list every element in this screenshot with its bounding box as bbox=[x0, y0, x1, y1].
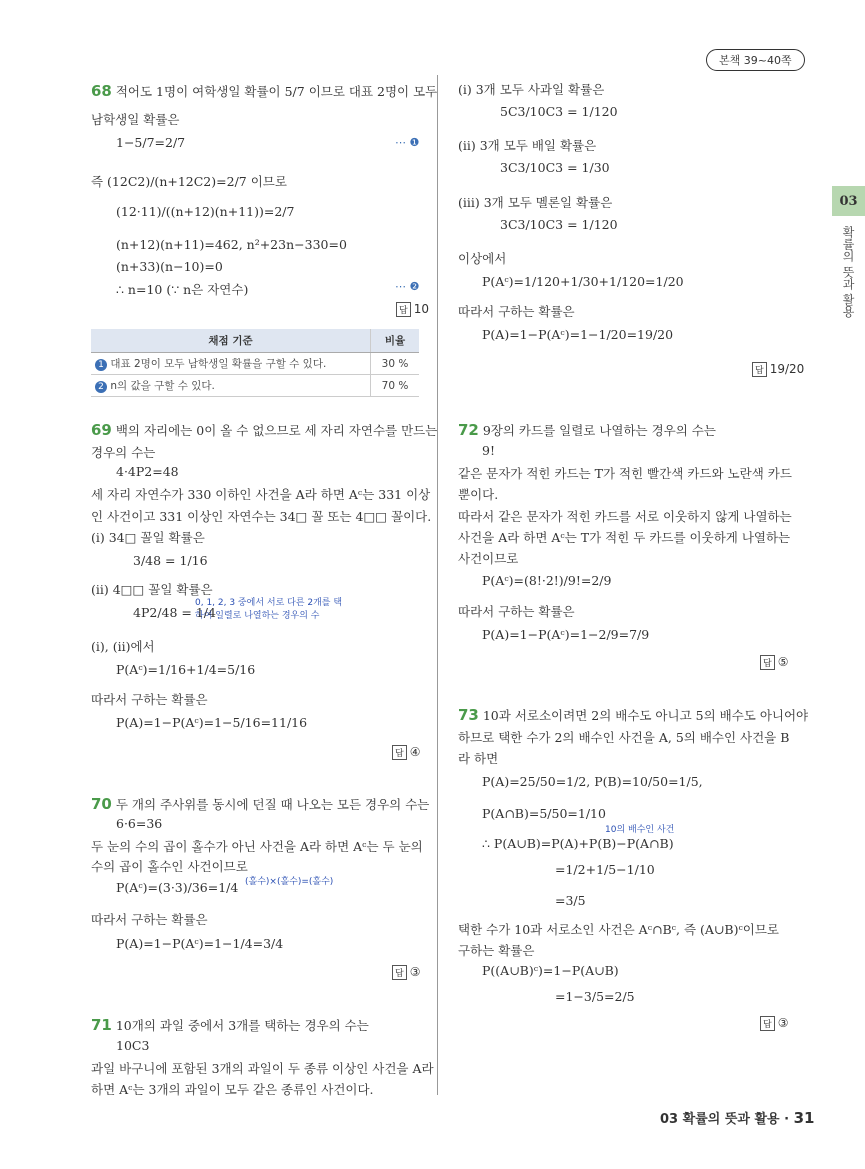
page-range-badge: 본책 39~40쪽 bbox=[706, 49, 805, 71]
text-line: (ii) 4□□ 꼴일 확률은 bbox=[91, 582, 213, 597]
equation: (n+12)(n+11)=462, n²+23n−330=0 bbox=[116, 237, 347, 252]
text-line: 10개의 과일 중에서 3개를 택하는 경우의 수는 bbox=[115, 1018, 369, 1033]
text-line: 수의 곱이 홀수인 사건이므로 bbox=[91, 859, 248, 874]
text-line: 과일 바구니에 포함된 3개의 과일이 두 종류 이상인 사건을 A라 bbox=[91, 1061, 434, 1076]
text-line: (ii) 3개 모두 배일 확률은 bbox=[458, 138, 597, 153]
text-line: 10과 서로소이려면 2의 배수도 아니고 5의 배수도 아니어야 bbox=[482, 708, 809, 723]
text-line: 두 개의 주사위를 동시에 던질 때 나오는 모든 경우의 수는 bbox=[115, 797, 430, 812]
equation: ∴ n=10 (∵ n은 자연수) bbox=[116, 282, 249, 297]
text-line: (i) 3개 모두 사과일 확률은 bbox=[458, 82, 605, 97]
equation: P(Aᶜ)=1/16+1/4=5/16 bbox=[116, 662, 256, 677]
equation: 3C3/10C3 = 1/120 bbox=[500, 217, 618, 232]
problem-68 bbox=[91, 82, 437, 100]
annotation-note: 0, 1, 2, 3 중에서 서로 다른 2개를 택하여 일렬로 나열하는 경우의 수 bbox=[195, 598, 343, 621]
equation: P(A∩B)=5/50=1/10 bbox=[482, 806, 606, 821]
grading-criteria-table bbox=[91, 329, 419, 397]
equation: =1−3/5=2/5 bbox=[555, 989, 635, 1004]
answer-value: 10 bbox=[413, 302, 429, 316]
equation: P(A)=1−P(Aᶜ)=1−1/4=3/4 bbox=[116, 936, 284, 951]
equation: 4·4P2=48 bbox=[116, 464, 179, 479]
text-line: 경우의 수는 bbox=[91, 445, 156, 460]
problem-number: 69 bbox=[91, 421, 112, 439]
text-line: (iii) 3개 모두 멜론일 확률은 bbox=[458, 195, 613, 210]
answer-mark: 답 bbox=[392, 745, 407, 760]
equation: P(A)=1−P(Aᶜ)=1−5/16=11/16 bbox=[116, 715, 308, 730]
text-line: 세 자리 자연수가 330 이하인 사건을 A라 하면 Aᶜ는 331 이상 bbox=[91, 487, 431, 502]
text-line: 같은 문자가 적힌 카드는 T가 적힌 빨간색 카드와 노란색 카드 bbox=[458, 466, 792, 481]
answer-mark: 답 bbox=[396, 302, 411, 317]
step-circle: 2 bbox=[95, 381, 107, 393]
equation: 6·6=36 bbox=[116, 816, 163, 831]
equation: P(Aᶜ)=1/120+1/30+1/120=1/20 bbox=[482, 274, 684, 289]
text-line: 사건을 A라 하면 Aᶜ는 T가 적힌 두 카드를 이웃하게 나열하는 bbox=[458, 530, 791, 545]
text-line: 따라서 같은 문자가 적힌 카드를 서로 이웃하지 않게 나열하는 bbox=[458, 509, 792, 524]
answer-mark: 답 bbox=[752, 362, 767, 377]
criteria-text: n의 값을 구할 수 있다. bbox=[110, 380, 215, 392]
equation: 1−5/7=2/7 bbox=[116, 135, 186, 150]
answer-72 bbox=[760, 655, 788, 670]
text-line: 따라서 구하는 확률은 bbox=[458, 604, 575, 619]
problem-number: 68 bbox=[91, 82, 112, 100]
problem-70 bbox=[91, 795, 429, 813]
text-line: 택한 수가 10과 서로소인 사건은 Aᶜ∩Bᶜ, 즉 (A∪B)ᶜ이므로 bbox=[458, 922, 780, 937]
problem-number: 71 bbox=[91, 1016, 112, 1034]
text-line: 따라서 구하는 확률은 bbox=[458, 304, 575, 319]
column-divider bbox=[437, 75, 438, 1095]
answer-70 bbox=[392, 965, 420, 980]
criteria-text: 대표 2명이 모두 남학생일 확률을 구할 수 있다. bbox=[110, 358, 327, 370]
equation: 5C3/10C3 = 1/120 bbox=[500, 104, 618, 119]
answer-value: ③ bbox=[777, 1016, 789, 1030]
problem-number: 72 bbox=[458, 421, 479, 439]
text-line: 백의 자리에는 0이 올 수 없으므로 세 자리 자연수를 만드는 bbox=[115, 423, 438, 438]
text-line: 하면 Aᶜ는 3개의 과일이 모두 같은 종류인 사건이다. bbox=[91, 1082, 374, 1097]
text-line: 두 눈의 수의 곱이 홀수가 아닌 사건을 A라 하면 Aᶜ는 두 눈의 bbox=[91, 839, 423, 854]
answer-value: ③ bbox=[409, 965, 421, 979]
equation: P(A)=25/50=1/2, P(B)=10/50=1/5, bbox=[482, 774, 703, 789]
answer-value: ⑤ bbox=[777, 655, 789, 669]
step-circle: 1 bbox=[95, 359, 107, 371]
ratio-value: 70 % bbox=[371, 375, 420, 397]
page-number: 31 bbox=[793, 1109, 815, 1127]
answer-73 bbox=[760, 1016, 788, 1031]
annotation-note: 10의 배수인 사건 bbox=[605, 825, 675, 835]
answer-mark: 답 bbox=[392, 965, 407, 980]
text-line: 구하는 확률은 bbox=[458, 943, 535, 958]
text-line: 남학생일 확률은 bbox=[91, 112, 180, 127]
criteria-header: 채점 기준 bbox=[91, 329, 371, 353]
equation: P(Aᶜ)=(3·3)/36=1/4 bbox=[116, 880, 239, 895]
equation: P(A)=1−P(Aᶜ)=1−2/9=7/9 bbox=[482, 627, 650, 642]
ratio-header: 비율 bbox=[371, 329, 420, 353]
equation: 9! bbox=[482, 443, 495, 458]
table-row bbox=[91, 375, 419, 397]
text-line: 하므로 택한 수가 2의 배수인 사건을 A, 5의 배수인 사건을 B bbox=[458, 730, 790, 745]
equation: 3C3/10C3 = 1/30 bbox=[500, 160, 610, 175]
text-line: 즉 (12C2)/(n+12C2)=2/7 이므로 bbox=[91, 174, 287, 189]
text-line: 이상에서 bbox=[458, 251, 507, 266]
equation: (n+33)(n−10)=0 bbox=[116, 259, 223, 274]
answer-mark: 답 bbox=[760, 1016, 775, 1031]
equation: P((A∪B)ᶜ)=1−P(A∪B) bbox=[482, 963, 619, 978]
answer-68 bbox=[396, 302, 429, 317]
text-line: 뿐이다. bbox=[458, 487, 499, 502]
problem-number: 70 bbox=[91, 795, 112, 813]
equation: =3/5 bbox=[555, 893, 586, 908]
page-footer bbox=[660, 1108, 814, 1127]
text-line: 라 하면 bbox=[458, 751, 499, 766]
equation: =1/2+1/5−1/10 bbox=[555, 862, 655, 877]
text-line: 사건이므로 bbox=[458, 551, 519, 566]
equation: ∴ P(A∪B)=P(A)+P(B)−P(A∩B) bbox=[482, 836, 674, 851]
problem-71 bbox=[91, 1016, 369, 1034]
equation: 10C3 bbox=[116, 1038, 150, 1053]
problem-73 bbox=[458, 706, 808, 724]
problem-72 bbox=[458, 421, 716, 439]
answer-value: 19/20 bbox=[769, 362, 805, 376]
equation: 3/48 = 1/16 bbox=[133, 553, 208, 568]
text-line: (i) 34□ 꼴일 확률은 bbox=[91, 530, 205, 545]
equation: (12·11)/((n+12)(n+11))=2/7 bbox=[116, 204, 295, 219]
text-line: 적어도 1명이 여학생일 확률이 5/7 이므로 대표 2명이 모두 bbox=[115, 84, 438, 99]
footer-chapter: 03 확률의 뜻과 활용 bbox=[660, 1112, 780, 1127]
answer-71 bbox=[752, 362, 804, 377]
step-marker-2: ⋯ ❷ bbox=[395, 280, 420, 293]
problem-69 bbox=[91, 421, 437, 439]
step-marker-1: ⋯ ❶ bbox=[395, 136, 420, 149]
text-line: 9장의 카드를 일렬로 나열하는 경우의 수는 bbox=[482, 423, 716, 438]
text-line: (i), (ii)에서 bbox=[91, 639, 155, 654]
annotation-note: (홀수)×(홀수)=(홀수) bbox=[245, 877, 334, 887]
equation: 4P2/48 = 1/4 bbox=[133, 605, 216, 620]
footer-separator: · bbox=[784, 1112, 790, 1127]
equation: P(A)=1−P(Aᶜ)=1−1/20=19/20 bbox=[482, 327, 674, 342]
text-line: 인 사건이고 331 이상인 자연수는 34□ 꼴 또는 4□□ 꼴이다. bbox=[91, 509, 432, 524]
answer-value: ④ bbox=[409, 745, 421, 759]
text-line: 따라서 구하는 확률은 bbox=[91, 912, 208, 927]
answer-69 bbox=[392, 745, 420, 760]
answer-mark: 답 bbox=[760, 655, 775, 670]
problem-number: 73 bbox=[458, 706, 479, 724]
chapter-tab-title: 확률의 뜻과 활용 bbox=[841, 226, 855, 318]
equation: P(Aᶜ)=(8!·2!)/9!=2/9 bbox=[482, 573, 612, 588]
chapter-tab-number: 03 bbox=[832, 186, 865, 216]
text-line: 따라서 구하는 확률은 bbox=[91, 692, 208, 707]
table-row bbox=[91, 353, 419, 375]
ratio-value: 30 % bbox=[371, 353, 420, 375]
